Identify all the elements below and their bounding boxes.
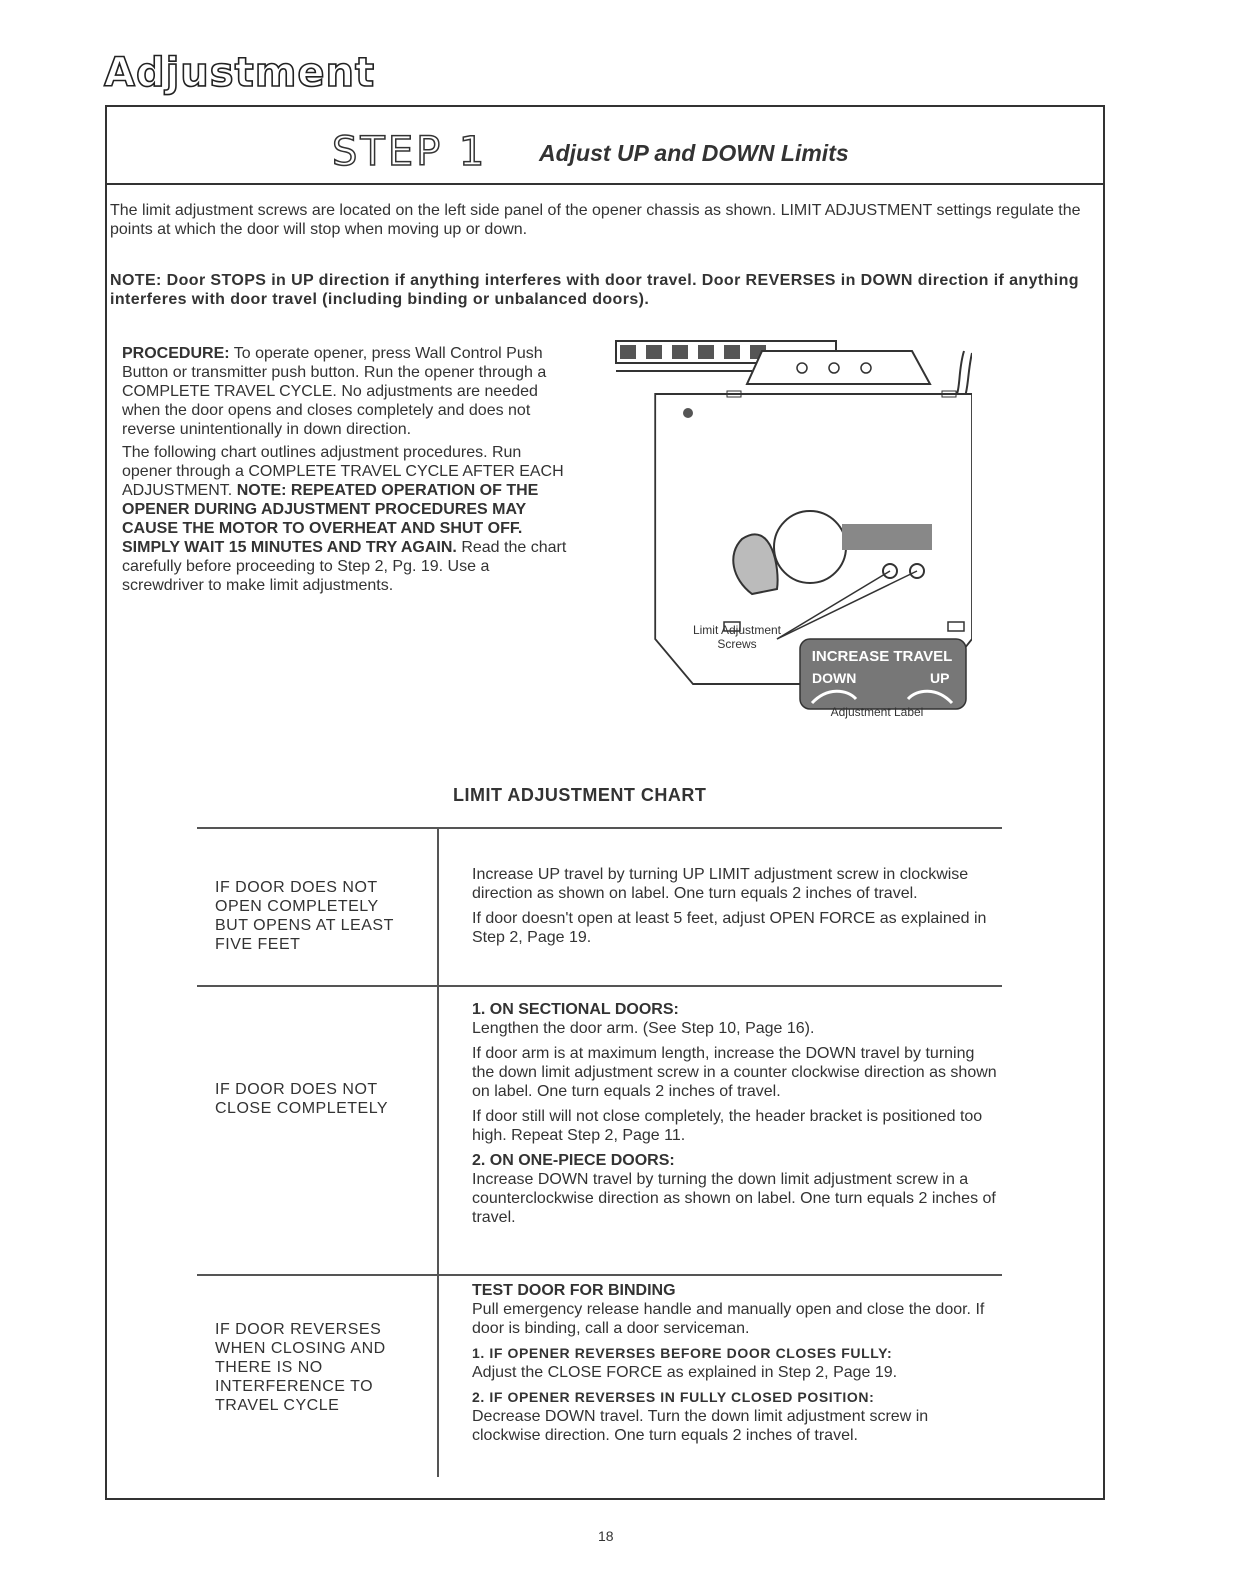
chart-divider	[437, 827, 439, 1477]
row-3-subheading: 1. IF OPENER REVERSES BEFORE DOOR CLOSES FULLY:	[472, 1345, 893, 1361]
row-2-para: Increase DOWN travel by turning the down limit adjustment screw in a counterclockwise direction as shown on label. One turn equals 2 inches of travel.	[472, 1171, 996, 1226]
procedure-text-3: Read the chart carefully before proceeding to Step 2, Pg. 19. Use a screwdriver to make limit adjustments.	[122, 539, 567, 594]
procedure-para-2	[122, 443, 574, 595]
opener-diagram	[612, 339, 972, 719]
row-3-subheading: 2. IF OPENER REVERSES IN FULLY CLOSED POSITION:	[472, 1389, 875, 1405]
row-3-heading: TEST DOOR FOR BINDING	[472, 1282, 676, 1299]
chart-rule	[197, 985, 1002, 987]
label-increase-text: INCREASE TRAVEL	[811, 648, 953, 665]
page-heading: Adjustment	[104, 50, 376, 96]
note-text: Door STOPS in UP direction if anything interferes with door travel. Door REVERSES in DOWN direction if anything interferes with door travel (including binding or unbalanced doors).	[110, 272, 1079, 308]
row-2-para: If door arm is at maximum length, increase the DOWN travel by turning the down limit adjustment screw in a counter clockwise direction as shown on label. One turn equals 2 inches of travel.	[472, 1045, 997, 1100]
row-2-para: Lengthen the door arm. (See Step 10, Page 16).	[472, 1020, 815, 1037]
chart-rule	[197, 1274, 1002, 1276]
label-caption: Adjustment Label	[830, 705, 924, 719]
row-3-para: Pull emergency release handle and manually open and close the door. If door is binding, call a door serviceman.	[472, 1301, 985, 1337]
procedure-warning: NOTE: REPEATED OPERATION OF THE OPENER DURING ADJUSTMENT PROCEDURES MAY CAUSE THE MOTOR TO OVERHEAT AND SHUT OFF. SIMPLY WAIT 15 MINUTES AND TRY AGAIN.	[122, 482, 539, 556]
step-title: Adjust UP and DOWN Limits	[539, 140, 849, 166]
step-label: STEP 1	[332, 129, 488, 175]
screws-caption: Limit Adjustment Screws	[692, 623, 782, 651]
mounting-screw	[683, 408, 693, 418]
chart-row-2-condition: IF DOOR DOES NOT CLOSE COMPLETELY	[215, 1081, 389, 1117]
note-prefix: NOTE:	[110, 272, 162, 289]
light-bulb	[774, 511, 846, 583]
adjustment-label-sticker	[800, 639, 966, 709]
chart-row-1-condition: IF DOOR DOES NOT OPEN COMPLETELY BUT OPENS AT LEAST FIVE FEET	[215, 879, 394, 953]
chart-row-2-action	[472, 1000, 998, 1233]
step-frame	[105, 105, 1105, 1500]
row-3-para: Adjust the CLOSE FORCE as explained in Step 2, Page 19.	[472, 1364, 898, 1381]
page-number: 18	[598, 1528, 614, 1544]
procedure-block	[122, 344, 574, 595]
intro-text: The limit adjustment screws are located on the left side panel of the opener chassis as shown. LIMIT ADJUSTMENT settings regulate the points at which the door will stop when moving up or down.	[110, 202, 1081, 238]
row-3-para: Decrease DOWN travel. Turn the down limit adjustment screw in clockwise direction. One turn equals 2 inches of travel.	[472, 1408, 929, 1444]
procedure-text-1: To operate opener, press Wall Control Push Button or transmitter push button. Run the opener through a COMPLETE TRAVEL CYCLE. No adjustments are needed when the door opens and closes completely and does not reverse unintentionally in down direction.	[122, 345, 547, 438]
procedure-text-2: The following chart outlines adjustment procedures. Run opener through a COMPLETE TRAVEL CYCLE AFTER EACH ADJUSTMENT.	[122, 444, 564, 499]
procedure-para-1	[122, 344, 574, 439]
row-1-para: If door doesn't open at least 5 feet, adjust OPEN FORCE as explained in Step 2, Page 19.	[472, 910, 987, 946]
label-up-text: UP	[930, 670, 950, 686]
chart-rule	[197, 827, 1002, 829]
row-2-heading: 2. ON ONE-PIECE DOORS:	[472, 1152, 675, 1169]
step-header	[107, 107, 1103, 185]
chart-row-1-action	[472, 865, 998, 953]
procedure-label: PROCEDURE:	[122, 345, 230, 362]
note-paragraph	[110, 271, 1100, 309]
chart-row-3-condition: IF DOOR REVERSES WHEN CLOSING AND THERE IS NO INTERFERENCE TO TRAVEL CYCLE	[215, 1321, 386, 1414]
light-lens	[842, 524, 932, 550]
label-down-text: DOWN	[812, 670, 857, 686]
row-2-para: If door still will not close completely, the header bracket is positioned too high. Repeat Step 2, Page 11.	[472, 1108, 983, 1144]
row-2-heading: 1. ON SECTIONAL DOORS:	[472, 1001, 679, 1018]
row-1-para: Increase UP travel by turning UP LIMIT adjustment screw in clockwise direction as shown on label. One turn equals 2 inches of travel.	[472, 866, 969, 902]
chart-title: LIMIT ADJUSTMENT CHART	[453, 785, 707, 805]
chart-row-3-action	[472, 1281, 998, 1451]
